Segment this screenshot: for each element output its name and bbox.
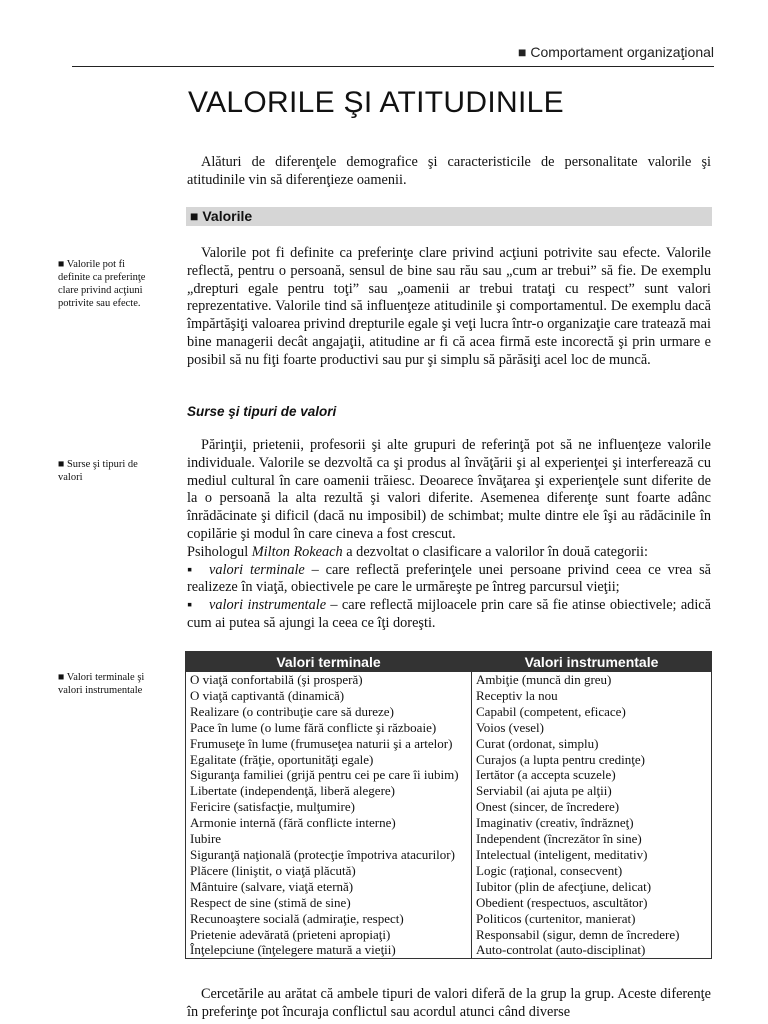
sources-block [187, 437, 711, 633]
table-row [186, 672, 712, 688]
terminal-value-cell: Respect de sine (stimă de sine) [186, 895, 472, 911]
bullet-instrumental [187, 597, 711, 633]
table-row [186, 704, 712, 720]
bullet-term: valori instrumentale [209, 597, 327, 614]
table-row [186, 927, 712, 943]
header-rule [72, 66, 714, 67]
terminal-value-cell: Realizare (o contribuţie care să dureze) [186, 704, 472, 720]
table-row [186, 720, 712, 736]
values-table-body [186, 672, 712, 959]
research-paragraph: Cercetările au arătat că ambele tipuri de valori diferă de la grup la grup. Aceste diferenţe în preferinţe pot încuraja conflictul sau acordul atunci când diverse [187, 986, 711, 1020]
margin-note-definition: ■ Valorile pot fi definite ca preferinţe clare privind acţiuni potrivite sau efecte. [58, 259, 146, 309]
margin-note-terminal: ■ Valori terminale şi valori instrumentale [58, 672, 145, 696]
terminal-value-cell: Frumuseţe în lume (frumuseţea naturii şi a artelor) [186, 736, 472, 752]
terminal-value-cell: Înţelepciune (înţelegere matură a vieţii) [186, 942, 472, 958]
instrumental-value-cell: Serviabil (ai ajuta pe alţii) [472, 783, 712, 799]
terminal-value-cell: Armonie internă (fără conflicte interne) [186, 815, 472, 831]
terminal-value-cell: Recunoaştere socială (admiraţie, respect) [186, 911, 472, 927]
terminal-value-cell: Siguranţa familiei (grijă pentru cei pe care îi iubim) [186, 767, 472, 783]
table-header-row [186, 652, 712, 672]
table-row [186, 911, 712, 927]
table-row [186, 736, 712, 752]
bullet-icon: ▪ [187, 561, 193, 578]
terminal-value-cell: Prietenie adevărată (prieteni apropiaţi) [186, 927, 472, 943]
section-heading-valorile: ■ Valorile [186, 207, 712, 226]
instrumental-value-cell: Onest (sincer, de încredere) [472, 799, 712, 815]
table-row [186, 942, 712, 958]
terminal-value-cell: Libertate (independenţă, liberă alegere) [186, 783, 472, 799]
rokeach-before: Psihologul [187, 543, 252, 560]
margin-note-sources: ■ Surse şi tipuri de valori [58, 459, 138, 483]
terminal-value-cell: Egalitate (frăţie, oportunităţi egale) [186, 752, 472, 768]
bullet-term: valori terminale [209, 561, 305, 578]
terminal-value-cell: Iubire [186, 831, 472, 847]
rokeach-line [187, 544, 711, 562]
header-instrumental: Valori instrumentale [472, 652, 712, 672]
terminal-value-cell: Mântuire (salvare, viaţă eternă) [186, 879, 472, 895]
intro-paragraph: Alături de diferenţele demografice şi caracteristicile de personalitate valorile şi atitudinile vin să diferenţieze oamenii. [187, 154, 711, 188]
instrumental-value-cell: Capabil (competent, eficace) [472, 704, 712, 720]
table-row [186, 831, 712, 847]
instrumental-value-cell: Politicos (curtenitor, manierat) [472, 911, 712, 927]
values-table [185, 651, 712, 959]
instrumental-value-cell: Ambiţie (muncă din greu) [472, 672, 712, 688]
bullet-text: – care reflectă preferinţele unei persoane privind ceea ce vrea să realizeze în viaţă, obiectivele pe care le urmăreşte pe întreg parcursul vieţii; [187, 561, 711, 596]
terminal-value-cell: O viaţă confortabilă (şi prosperă) [186, 672, 472, 688]
header-bullet: ■ [517, 44, 527, 60]
instrumental-value-cell: Auto-controlat (auto-disciplinat) [472, 942, 712, 958]
bullet-icon: ▪ [187, 597, 193, 614]
sources-paragraph: Părinţii, prietenii, profesorii şi alte grupuri de referinţă pot să ne influenţeze valorile individuale. Valorile se dezvoltă ca şi produs al învăţării şi al experienţei şi interferează cu mediul cultural în care oamenii trăiesc. Deoarece învăţarea şi experienţele sunt diferite de la o persoană la alta rezultă şi valori diferite. Asemenea diferenţe sunt foarte adânc înrădăcinate şi dificil (dacă nu imposibil) de schimbat; multe dintre ele îşi au rădăcinile în copilărie şi modul în care cineva a fost crescut. [187, 437, 711, 542]
header-section: Comportament organizaţional [530, 44, 714, 60]
instrumental-value-cell: Receptiv la nou [472, 688, 712, 704]
instrumental-value-cell: Voios (vesel) [472, 720, 712, 736]
subheading-sources: Surse şi tipuri de valori [187, 404, 337, 419]
instrumental-value-cell: Curat (ordonat, simplu) [472, 736, 712, 752]
table-row [186, 895, 712, 911]
terminal-value-cell: O viaţă captivantă (dinamică) [186, 688, 472, 704]
rokeach-after: a dezvoltat o clasificare a valorilor în două categorii: [342, 543, 648, 560]
bullet-terminal [187, 562, 711, 598]
rokeach-name: Milton Rokeach [251, 543, 343, 560]
instrumental-value-cell: Intelectual (inteligent, meditativ) [472, 847, 712, 863]
bullet-text: – care reflectă mijloacele prin care să fie atinse obiectivele; adică cum ai putea să ajungi la ceea ce îţi doreşti. [187, 597, 711, 631]
table-row [186, 783, 712, 799]
definition-paragraph: Valorile pot fi definite ca preferinţe clare privind acţiuni potrivite sau efecte. Valorile reflectă, pentru o persoană, sensul de bine sau rău sau „cum ar trebui” să fie. De exemplu „drepturi egale pentru toţi” sau „oamenii ar trebui trataţi cu respect” sunt valori reprezentative. Valorile tind să influenţeze atitudinile şi comportamentul. De exemplu dacă împărtăşiţi valoarea privind drepturile egale şi veţi lucra într-o organizaţie care tratează mai bine managerii decât angajaţii, atitudine ar fi că acea firmă este incorectă şi prin urmare e posibil să nu fiţi foarte productivi sau pur şi simplu să părăsiţi acel loc de muncă. [187, 245, 711, 368]
terminal-value-cell: Plăcere (liniştit, o viaţă plăcută) [186, 863, 472, 879]
terminal-value-cell: Fericire (satisfacţie, mulţumire) [186, 799, 472, 815]
instrumental-value-cell: Iertător (a accepta scuzele) [472, 767, 712, 783]
page-title: VALORILE ŞI ATITUDINILE [188, 86, 564, 119]
instrumental-value-cell: Imaginativ (creativ, îndrăzneţ) [472, 815, 712, 831]
running-header [518, 44, 714, 60]
instrumental-value-cell: Independent (încrezător în sine) [472, 831, 712, 847]
terminal-value-cell: Siguranţă naţională (protecţie împotriva atacurilor) [186, 847, 472, 863]
table-row [186, 863, 712, 879]
instrumental-value-cell: Obedient (respectuos, ascultător) [472, 895, 712, 911]
table-row [186, 879, 712, 895]
table-row [186, 847, 712, 863]
table-row [186, 688, 712, 704]
header-terminal: Valori terminale [186, 652, 472, 672]
instrumental-value-cell: Curajos (a lupta pentru credinţe) [472, 752, 712, 768]
table-row [186, 799, 712, 815]
table-row [186, 815, 712, 831]
table-row [186, 767, 712, 783]
terminal-value-cell: Pace în lume (o lume fără conflicte şi războaie) [186, 720, 472, 736]
instrumental-value-cell: Responsabil (sigur, demn de încredere) [472, 927, 712, 943]
instrumental-value-cell: Iubitor (plin de afecţiune, delicat) [472, 879, 712, 895]
instrumental-value-cell: Logic (raţional, consecvent) [472, 863, 712, 879]
table-row [186, 752, 712, 768]
